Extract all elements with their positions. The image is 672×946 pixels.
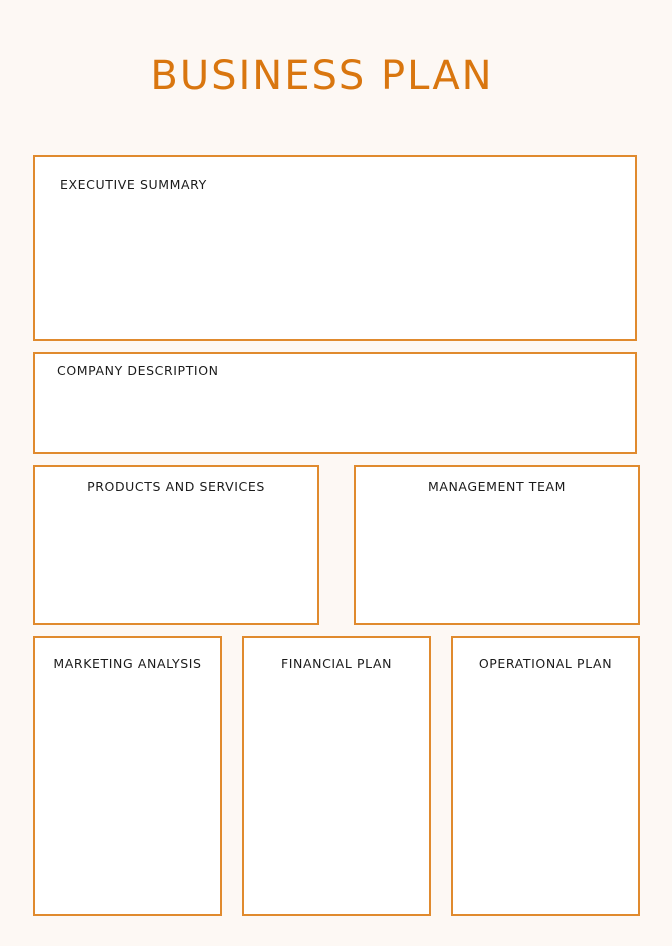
products-and-services-label: PRODUCTS AND SERVICES <box>87 479 265 494</box>
page-title: BUSINESS PLAN <box>150 53 494 99</box>
marketing-analysis-section[interactable] <box>33 636 222 916</box>
company-description-label: COMPANY DESCRIPTION <box>57 363 219 378</box>
financial-plan-label: FINANCIAL PLAN <box>280 656 393 671</box>
products-and-services-section[interactable] <box>33 465 319 625</box>
company-description-section[interactable] <box>33 352 637 454</box>
marketing-analysis-label: MARKETING ANALYSIS <box>53 656 202 671</box>
management-team-label: MANAGEMENT TEAM <box>427 479 567 494</box>
management-team-section[interactable] <box>354 465 640 625</box>
executive-summary-section[interactable] <box>33 155 637 341</box>
operational-plan-label: OPERATIONAL PLAN <box>478 656 613 671</box>
executive-summary-label: EXECUTIVE SUMMARY <box>60 177 207 192</box>
financial-plan-section[interactable] <box>242 636 431 916</box>
operational-plan-section[interactable] <box>451 636 640 916</box>
